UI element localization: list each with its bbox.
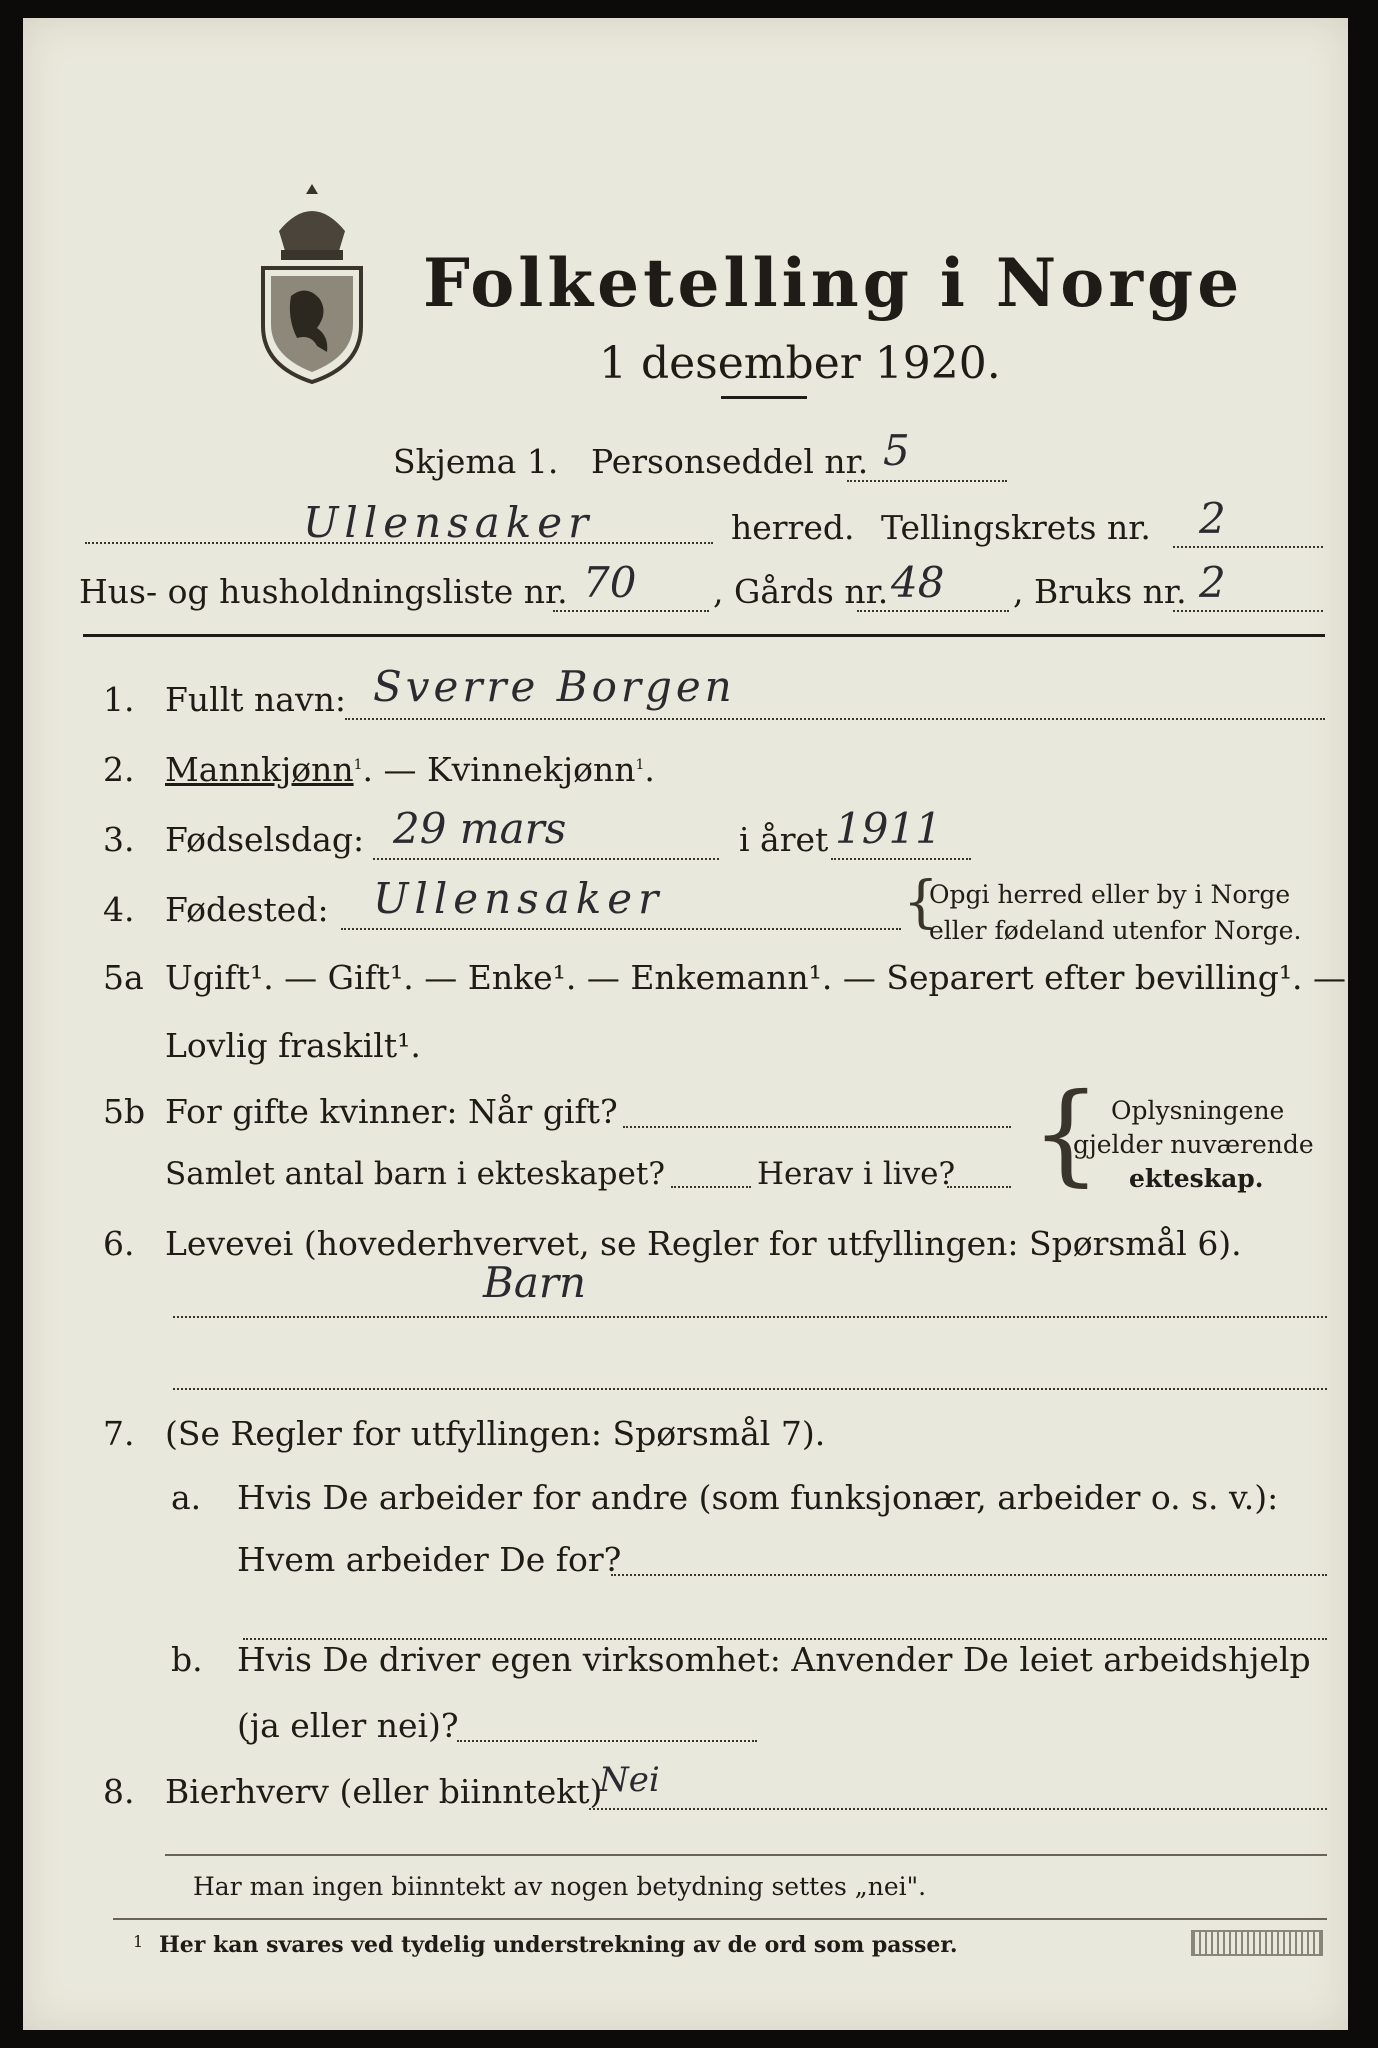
q7a-employer-line	[611, 1574, 1327, 1576]
footer-note: Har man ingen biinntekt av nogen betydning settes „nei".	[193, 1872, 927, 1901]
gards-label: , Gårds nr.	[713, 572, 889, 611]
q5b-note-line2: gjelder nuværende	[1073, 1130, 1314, 1159]
q4-note-line1: Opgi herred eller by i Norge	[929, 880, 1291, 909]
q7a-line2: Hvem arbeider De for?	[237, 1540, 622, 1579]
q5b-married-when-label: For gifte kvinner: Når gift?	[165, 1092, 618, 1131]
personseddel-number[interactable]: 5	[883, 426, 910, 475]
q4-brace: {	[903, 870, 939, 935]
q7b-answer-line	[457, 1740, 757, 1742]
q5b-children-line	[671, 1186, 751, 1188]
footer-rule	[165, 1854, 1327, 1856]
q1-line	[345, 718, 1325, 720]
q5b-number: 5b	[103, 1092, 146, 1131]
husholdningsliste-label: Hus- og husholdningsliste nr.	[79, 572, 568, 611]
q3-label: Fødselsdag:	[165, 820, 365, 859]
q5b-married-when-line	[623, 1126, 1011, 1128]
q8-number: 8.	[103, 1772, 135, 1811]
q5b-children-label: Samlet antal barn i ekteskapet?	[165, 1156, 665, 1192]
bruks-label: , Bruks nr.	[1013, 572, 1187, 611]
personseddel-label: Personseddel nr.	[591, 442, 869, 481]
q5b-note-line1: Oplysningene	[1111, 1096, 1285, 1125]
gards-line	[857, 610, 1009, 612]
printer-stamp-icon	[1191, 1930, 1323, 1956]
q4-label: Fødested:	[165, 890, 329, 929]
form-title: Folketelling i Norge	[423, 244, 1244, 322]
census-form	[23, 18, 1348, 2030]
bruks-number[interactable]: 2	[1199, 558, 1226, 607]
q6-line2	[173, 1388, 1327, 1390]
q7a-number: a.	[171, 1478, 202, 1517]
herred-label: herred.	[731, 508, 855, 547]
q3-year-line	[831, 858, 971, 860]
q1-label: Fullt navn:	[165, 680, 346, 719]
footnote: Her kan svares ved tydelig understrekning av de ord som passer.	[159, 1932, 958, 1958]
q7-number: 7.	[103, 1414, 135, 1453]
q5a-divorced-option[interactable]: Lovlig fraskilt¹.	[165, 1026, 421, 1065]
tellingskrets-number[interactable]: 2	[1199, 494, 1226, 543]
skjema-label: Skjema 1.	[393, 442, 559, 481]
q4-number: 4.	[103, 890, 135, 929]
husholdningsliste-line	[553, 610, 709, 612]
q4-note-line2: eller fødeland utenfor Norge.	[929, 916, 1302, 945]
q7b-number: b.	[171, 1640, 203, 1679]
header-rule	[83, 634, 1325, 637]
bruks-line	[1173, 610, 1323, 612]
q6-label: Levevei (hovederhvervet, se Regler for utfyllingen: Spørsmål 6).	[165, 1224, 1242, 1263]
q7a-line1: Hvis De arbeider for andre (som funksjonær, arbeider o. s. v.):	[237, 1478, 1279, 1517]
q7b-line1: Hvis De driver egen virksomhet: Anvender De leiet arbeidshjelp	[237, 1640, 1311, 1679]
q2-number: 2.	[103, 750, 135, 789]
q3-birth-year[interactable]: 1911	[835, 804, 942, 853]
q5b-alive-label: Herav i live?	[757, 1156, 956, 1192]
q1-full-name[interactable]: Sverre Borgen	[373, 662, 736, 711]
q7-label: (Se Regler for utfyllingen: Spørsmål 7).	[165, 1414, 826, 1453]
q7b-line2: (ja eller nei)?	[237, 1706, 459, 1745]
q6-occupation[interactable]: Barn	[483, 1258, 587, 1307]
q2-gender: Mannkjønn$^1$. — Kvinnekjønn$^1$.	[165, 750, 655, 789]
q6-number: 6.	[103, 1224, 135, 1263]
q8-label: Bierhverv (eller biinntekt)	[165, 1772, 603, 1811]
q2-female-option[interactable]: — Kvinnekjønn	[383, 750, 636, 789]
footnote-rule	[113, 1918, 1327, 1920]
q1-number: 1.	[103, 680, 135, 719]
husholdningsliste-number[interactable]: 70	[583, 558, 637, 607]
q3-number: 3.	[103, 820, 135, 859]
q3-birthdate[interactable]: 29 mars	[393, 804, 567, 853]
q5b-note-line3: ekteskap.	[1129, 1164, 1264, 1193]
census-date: 1 desember 1920.	[599, 338, 1001, 389]
q6-line1	[173, 1316, 1327, 1318]
q8-line	[589, 1808, 1327, 1810]
q4-line	[341, 928, 901, 930]
q3-year-label: i året	[739, 820, 829, 859]
gards-number[interactable]: 48	[891, 558, 945, 607]
q3-line	[373, 858, 719, 860]
q5a-number: 5a	[103, 958, 144, 997]
q4-birthplace[interactable]: Ullensaker	[373, 874, 665, 923]
tellingskrets-label: Tellingskrets nr.	[881, 508, 1151, 547]
title-divider	[721, 396, 807, 399]
q5b-brace: {	[1031, 1069, 1101, 1197]
norwegian-coat-of-arms-icon	[251, 176, 373, 386]
footnote-mark: 1	[133, 1932, 144, 1951]
q5b-alive-line	[947, 1186, 1011, 1188]
tellingskrets-line	[1173, 546, 1323, 548]
q8-secondary-income[interactable]: Nei	[599, 1760, 660, 1800]
q2-male-option[interactable]: Mannkjønn	[165, 750, 354, 789]
herred-value[interactable]: Ullensaker	[303, 498, 595, 547]
q2-end: .	[644, 750, 655, 789]
personseddel-line	[847, 480, 1007, 482]
q5a-marital-options[interactable]: Ugift¹. — Gift¹. — Enke¹. — Enkemann¹. — Separert efter bevilling¹. —	[165, 958, 1347, 997]
